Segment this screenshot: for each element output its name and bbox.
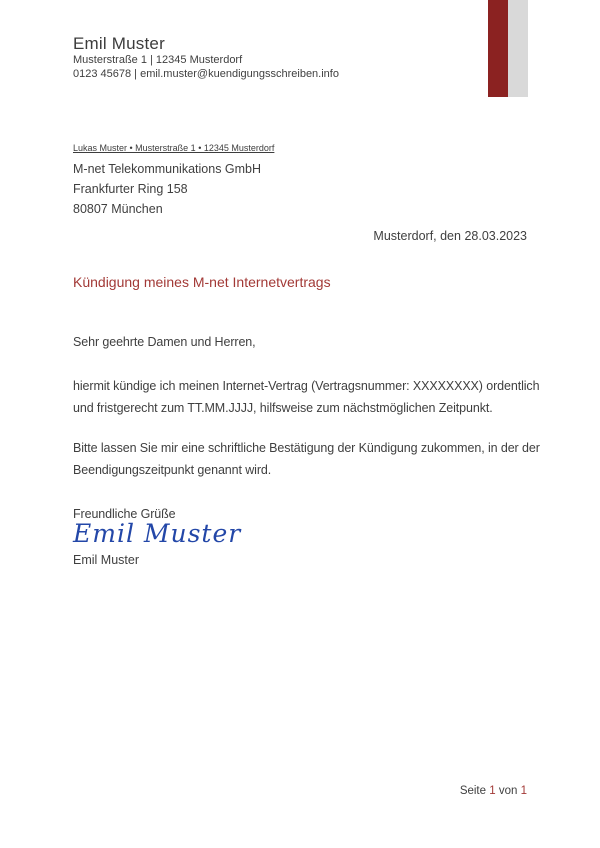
recipient-city: 80807 München	[73, 202, 163, 216]
paragraph-cancellation	[73, 375, 539, 419]
footer-of-label: von	[498, 785, 518, 797]
date-line: Musterdorf, den 28.03.2023	[373, 229, 527, 243]
paragraph-cancellation-line-1: hiermit kündige ich meinen Internet-Vertrag (Vertragsnummer: XXXXXXXX) ordentlich	[73, 379, 540, 393]
closing-line: Freundliche Grüße	[73, 507, 176, 521]
accent-bar-gray-icon	[508, 0, 528, 97]
paragraph-cancellation-line-2: und fristgerecht zum TT.MM.JJJJ, hilfsweise zum nächstmöglichen Zeitpunkt.	[73, 401, 493, 415]
paragraph-confirmation-line-1: Bitte lassen Sie mir eine schriftliche Bestätigung der Kündigung zukommen, in der der	[73, 441, 540, 455]
footer-total-pages: 1	[520, 785, 527, 797]
recipient-block	[73, 143, 274, 219]
accent-bar-red-icon	[488, 0, 508, 97]
recipient-company: M-net Telekommunikations GmbH	[73, 162, 262, 176]
footer-page-number: 1	[489, 785, 496, 797]
greeting: Sehr geehrte Damen und Herren,	[73, 335, 256, 349]
recipient-street: Frankfurter Ring 158	[73, 182, 188, 196]
subject-line: Kündigung meines M-net Internetvertrags	[73, 274, 331, 290]
footer-page-label: Seite	[459, 785, 487, 797]
signature-typed-name: Emil Muster	[73, 553, 139, 567]
page-footer	[460, 784, 527, 799]
signature-handwritten: Emil Muster	[73, 519, 242, 548]
paragraph-confirmation	[73, 437, 540, 481]
sender-address: Musterstraße 1 | 12345 Musterdorf	[73, 54, 243, 66]
sender-name: Emil Muster	[73, 34, 165, 53]
return-address-line: Lukas Muster • Musterstraße 1 • 12345 Musterdorf	[73, 143, 275, 153]
sender-contact: 0123 45678 | emil.muster@kuendigungsschreiben.info	[73, 67, 339, 80]
paragraph-confirmation-line-2: Beendigungszeitpunkt genannt wird.	[73, 463, 272, 477]
sender-header	[73, 33, 339, 81]
